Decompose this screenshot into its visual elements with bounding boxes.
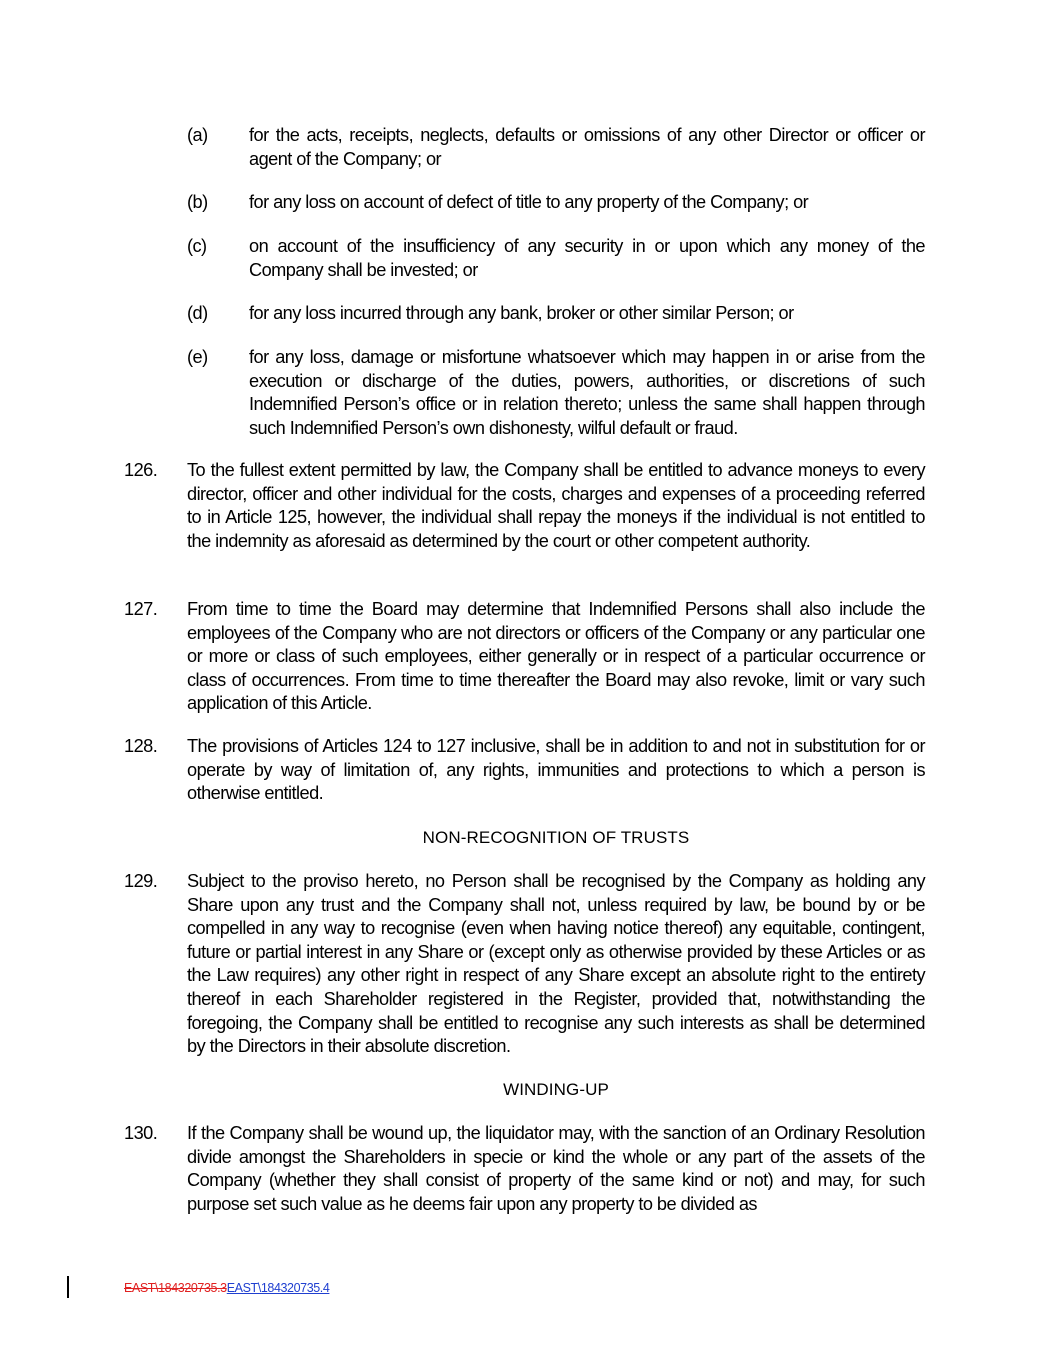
sub-item-label: (a): [187, 125, 208, 145]
article-number: 130.: [124, 1123, 158, 1143]
article-text: To the fullest extent permitted by law, the Company shall be entitled to advance moneys to every director, officer and other individual for the costs, charges and expenses of a proceeding referred to in Article 125, however, the individual shall repay the moneys if the individual is not entitled to the indemnity as aforesaid as determined by the court or other competent authority.: [187, 460, 925, 551]
sub-item-label: (d): [187, 303, 208, 323]
change-bar: [67, 1276, 69, 1298]
sub-item-text: for the acts, receipts, neglects, defaults or omissions of any other Director or officer or agent of the Company; or: [249, 125, 925, 169]
footer-doc-ref: [124, 1280, 329, 1296]
section-heading-non-recognition: NON-RECOGNITION OF TRUSTS: [422, 828, 690, 847]
article-number: 127.: [124, 599, 158, 619]
article-text: If the Company shall be wound up, the liquidator may, with the sanction of an Ordinary Resolution divide amongst the Shareholders in specie or kind the whole or any part of the assets of the Company (whether they shall consist of property of the same kind or not) and may, for such purpose set such value as he deems fair upon any property to be divided as: [187, 1123, 925, 1214]
article-number: 126.: [124, 460, 158, 480]
section-heading-winding-up: WINDING-UP: [503, 1080, 609, 1099]
sub-item-label: (c): [187, 236, 207, 256]
article-number: 128.: [124, 736, 158, 756]
sub-item-text: for any loss, damage or misfortune whatsoever which may happen in or arise from the execution or discharge of the duties, powers, authorities, or discretions of such Indemnified Person’s office or in relation thereto; unless the same shall happen through such Indemnified Person’s own dishonesty, wilful default or fraud.: [249, 347, 925, 438]
sub-item-text: on account of the insufficiency of any security in or upon which any money of the Company shall be invested; or: [249, 236, 925, 280]
sub-item-text: for any loss on account of defect of title to any property of the Company; or: [249, 192, 809, 212]
deleted-doc-ref: EAST\184320735.3: [124, 1281, 227, 1295]
article-text: From time to time the Board may determine that Indemnified Persons shall also include the employees of the Company who are not directors or officers of the Company or any particular one or more or class of such employees, either generally or in respect of a particular occurrence or class of occurrences. From time to time thereafter the Board may also revoke, limit or vary such application of this Article.: [187, 599, 925, 714]
article-text: Subject to the proviso hereto, no Person shall be recognised by the Company as holding any Share upon any trust and the Company shall not, unless required by law, be bound by or be compelled in any way to recognise (even when having notice thereof) any equitable, contingent, future or partial interest in any Share or (except only as otherwise provided by these Articles or as the Law requires) any other right in respect of any Share except an absolute right to the entirety thereof in each Shareholder registered in the Register, provided that, notwithstanding the foregoing, the Company shall be entitled to recognise any such interests as shall be determined by the Directors in their absolute discretion.: [187, 871, 925, 1057]
sub-item-label: (b): [187, 192, 208, 212]
sub-item-text: for any loss incurred through any bank, broker or other similar Person; or: [249, 303, 794, 323]
article-text: The provisions of Articles 124 to 127 inclusive, shall be in addition to and not in substitution for or operate by way of limitation of, any rights, immunities and protections to which a person is otherwise entitled.: [187, 736, 925, 804]
article-number: 129.: [124, 871, 158, 891]
sub-item-label: (e): [187, 347, 208, 367]
inserted-doc-ref: EAST\184320735.4: [226, 1281, 330, 1295]
